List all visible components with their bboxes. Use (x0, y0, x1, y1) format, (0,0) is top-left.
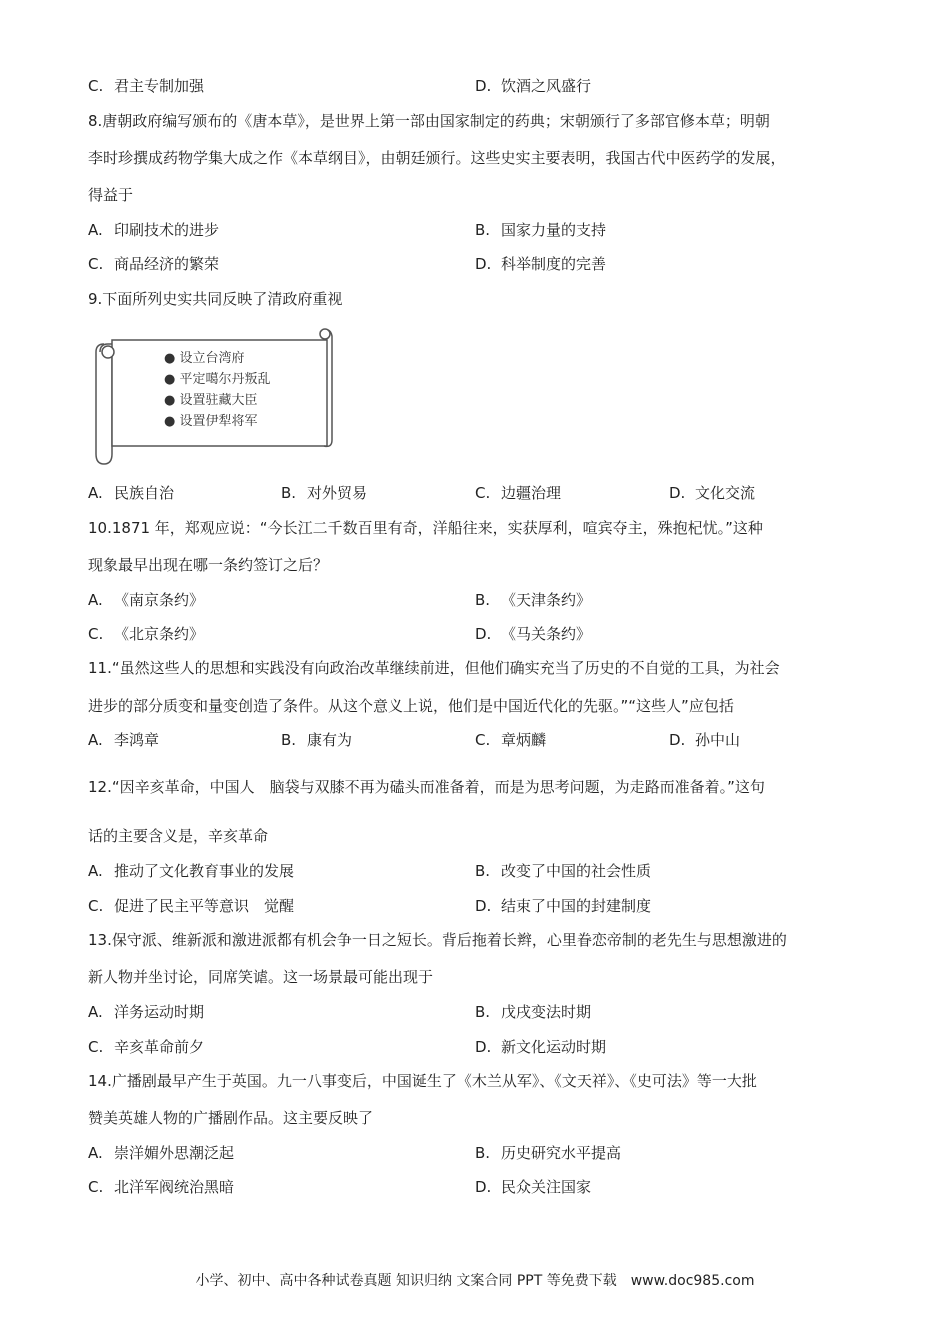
option-letter: B. (475, 1144, 491, 1162)
q8-option-a[interactable] (88, 220, 219, 240)
option-letter: D. (669, 484, 686, 502)
q14-stem-line-1: 14.广播剧最早产生于英国。九一八事变后，中国诞生了《木兰从军》、《文天祥》、《史可法》等一大批 (88, 1072, 757, 1090)
q14-option-b[interactable] (475, 1143, 621, 1163)
q11-stem-line-2: 进步的部分质变和量变创造了条件。从这个意义上说，他们是中国近代化的先驱。”“这些人”应包括 (88, 697, 734, 715)
option-letter: B. (281, 731, 297, 749)
q9-option-b[interactable] (281, 483, 367, 503)
option-letter: C. (88, 897, 104, 915)
option-text: 《马关条约》 (501, 625, 592, 643)
option-letter: B. (475, 591, 491, 609)
option-text: 《天津条约》 (501, 591, 592, 609)
option-text: 崇洋媚外思潮泛起 (114, 1144, 235, 1162)
scroll-item (164, 390, 271, 411)
option-letter: A. (88, 731, 103, 749)
q8-stem-line-2: 李时珍撰成药物学集大成之作《本草纲目》，由朝廷颁行。这些史实主要表明，我国古代中医药学的发展， (88, 149, 786, 167)
q8-stem-line-1: 8.唐朝政府编写颁布的《唐本草》，是世界上第一部由国家制定的药典；宋朝颁行了多部官修本草；明朝 (88, 112, 770, 130)
option-letter: D. (475, 897, 492, 915)
option-text: 对外贸易 (307, 484, 368, 502)
option-letter: C. (88, 625, 104, 643)
option-letter: B. (475, 1003, 491, 1021)
option-letter: A. (88, 862, 103, 880)
q7-option-d[interactable] (475, 76, 591, 96)
q13-option-c[interactable] (88, 1037, 204, 1057)
option-text: 民族自治 (114, 484, 175, 502)
q12-option-b[interactable] (475, 861, 651, 881)
q14-option-d[interactable] (475, 1177, 591, 1197)
bullet-icon: ● (164, 372, 176, 387)
option-text: 戊戌变法时期 (501, 1003, 592, 1021)
q14-stem-line-2: 赞美英雄人物的广播剧作品。这主要反映了 (88, 1109, 374, 1127)
option-text: 新文化运动时期 (501, 1038, 607, 1056)
q12-option-a[interactable] (88, 861, 294, 881)
bullet-icon: ● (164, 414, 176, 429)
q11-option-a[interactable] (88, 730, 159, 750)
q8-option-c[interactable] (88, 254, 219, 274)
scroll-item-text: 设置伊犁将军 (179, 414, 258, 429)
q9-option-c[interactable] (475, 483, 561, 503)
option-text: 历史研究水平提高 (501, 1144, 622, 1162)
option-letter: D. (475, 77, 492, 95)
q13-option-b[interactable] (475, 1002, 591, 1022)
q11-option-c[interactable] (475, 730, 546, 750)
q9-option-a[interactable] (88, 483, 174, 503)
option-letter: C. (88, 77, 104, 95)
option-letter: A. (88, 591, 103, 609)
q12-option-c[interactable] (88, 896, 294, 916)
option-text: 君主专制加强 (114, 77, 205, 95)
q8-option-b[interactable] (475, 220, 606, 240)
option-text: 商品经济的繁荣 (114, 255, 220, 273)
option-text: 康有为 (307, 731, 353, 749)
option-text: 推动了文化教育事业的发展 (114, 862, 295, 880)
q12-option-d[interactable] (475, 896, 651, 916)
q9-option-d[interactable] (669, 483, 755, 503)
option-letter: A. (88, 1003, 103, 1021)
q10-option-c[interactable] (88, 624, 204, 644)
option-letter: D. (669, 731, 686, 749)
option-text: 孙中山 (695, 731, 741, 749)
option-text: 国家力量的支持 (501, 221, 607, 239)
q13-option-a[interactable] (88, 1002, 204, 1022)
option-letter: D. (475, 1038, 492, 1056)
q11-option-b[interactable] (281, 730, 352, 750)
option-text: 《南京条约》 (114, 591, 205, 609)
option-text: 民众关注国家 (501, 1178, 592, 1196)
option-text: 科举制度的完善 (501, 255, 607, 273)
option-letter: C. (88, 1038, 104, 1056)
option-text: 辛亥革命前夕 (114, 1038, 205, 1056)
scroll-item-text: 平定噶尔丹叛乱 (179, 372, 271, 387)
q12-stem-line-2: 话的主要含义是，辛亥革命 (88, 827, 269, 845)
option-letter: B. (475, 862, 491, 880)
q13-stem-line-1: 13.保守派、维新派和激进派都有机会争一日之短长。背后拖着长辫，心里眷恋帝制的老先生与思想激进的 (88, 931, 787, 949)
option-letter: D. (475, 1178, 492, 1196)
option-letter: C. (88, 1178, 104, 1196)
q10-option-a[interactable] (88, 590, 204, 610)
option-text: 边疆治理 (501, 484, 562, 502)
option-text: 改变了中国的社会性质 (501, 862, 652, 880)
scroll-list (164, 348, 271, 432)
option-letter: A. (88, 221, 103, 239)
option-letter: D. (475, 625, 492, 643)
scroll-illustration (92, 322, 337, 467)
scroll-item (164, 369, 271, 390)
scroll-item-text: 设置驻藏大臣 (179, 393, 258, 408)
scroll-item-text: 设立台湾府 (179, 351, 245, 366)
q10-option-b[interactable] (475, 590, 591, 610)
option-text: 北洋军阀统治黑暗 (114, 1178, 235, 1196)
q12-stem-line-1: 12.“因辛亥革命，中国人 脑袋与双膝不再为磕头而准备着，而是为思考问题，为走路而准备着。”这句 (88, 778, 765, 796)
q13-stem-line-2: 新人物并坐讨论，同席笑谑。这一场景最可能出现于 (88, 968, 434, 986)
scroll-item (164, 348, 271, 369)
scroll-item (164, 411, 271, 432)
option-text: 洋务运动时期 (114, 1003, 205, 1021)
bullet-icon: ● (164, 393, 176, 408)
option-letter: A. (88, 1144, 103, 1162)
q13-option-d[interactable] (475, 1037, 606, 1057)
bullet-icon: ● (164, 351, 176, 366)
option-letter: C. (88, 255, 104, 273)
option-text: 饮酒之风盛行 (501, 77, 592, 95)
q10-stem-line-1: 10.1871 年，郑观应说：“今长江二千数百里有奇，洋船往来，实获厚利，喧宾夺主，殊抱杞忧。”这种 (88, 519, 763, 537)
q8-option-d[interactable] (475, 254, 606, 274)
option-letter: B. (281, 484, 297, 502)
q10-stem-line-2: 现象最早出现在哪一条约签订之后？ (88, 556, 329, 574)
option-letter: C. (475, 484, 491, 502)
option-text: 文化交流 (695, 484, 756, 502)
option-text: 结束了中国的封建制度 (501, 897, 652, 915)
q7-option-c[interactable] (88, 76, 204, 96)
q10-option-d[interactable] (475, 624, 591, 644)
q14-option-a[interactable] (88, 1143, 234, 1163)
option-text: 章炳麟 (501, 731, 547, 749)
q9-stem: 9.下面所列史实共同反映了清政府重视 (88, 290, 343, 308)
option-text: 《北京条约》 (114, 625, 205, 643)
option-letter: D. (475, 255, 492, 273)
q8-stem-line-3: 得益于 (88, 186, 134, 204)
q14-option-c[interactable] (88, 1177, 234, 1197)
option-text: 印刷技术的进步 (114, 221, 220, 239)
q11-stem-line-1: 11.“虽然这些人的思想和实践没有向政治改革继续前进，但他们确实充当了历史的不自觉的工具，为社会 (88, 659, 780, 677)
option-letter: B. (475, 221, 491, 239)
option-letter: C. (475, 731, 491, 749)
option-text: 李鸿章 (114, 731, 160, 749)
page-footer: 小学、初中、高中各种试卷真题 知识归纳 文案合同 PPT 等免费下载 www.doc985.com (195, 1273, 755, 1289)
option-letter: A. (88, 484, 103, 502)
option-text: 促进了民主平等意识 觉醒 (114, 897, 295, 915)
q11-option-d[interactable] (669, 730, 740, 750)
